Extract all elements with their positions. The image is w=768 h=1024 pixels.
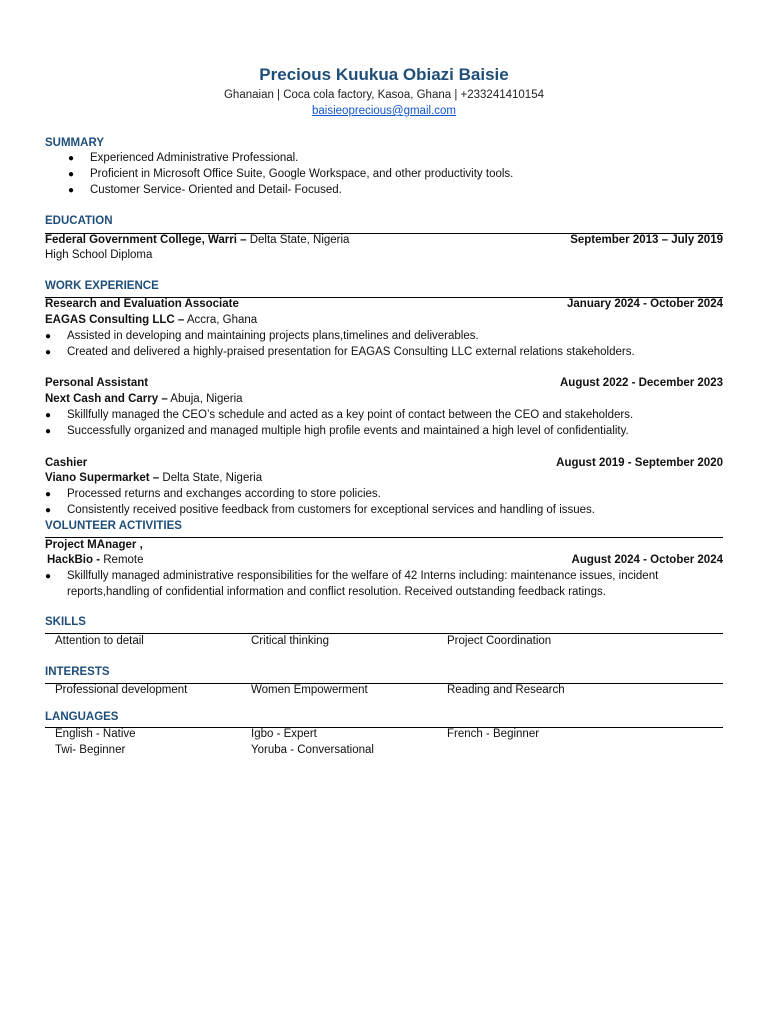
job-company: Next Cash and Carry – bbox=[45, 393, 168, 405]
volunteer-bullet-line: Skillfully managed administrative responsibilities for the welfare of 42 Interns including: maintenance issues, incident bbox=[67, 570, 659, 582]
volunteer-bullet-line: reports,handling of confidential information and conflict resolution. Received outstanding feedback ratings. bbox=[67, 586, 606, 598]
education-heading: EDUCATION bbox=[45, 215, 113, 227]
language-item: Twi- Beginner bbox=[55, 744, 126, 756]
education-school-line bbox=[45, 234, 349, 246]
summary-heading: SUMMARY bbox=[45, 137, 104, 149]
section-divider bbox=[45, 633, 723, 634]
interest-item: Women Empowerment bbox=[251, 684, 368, 696]
job-location: Accra, Ghana bbox=[184, 314, 258, 326]
skills-heading: SKILLS bbox=[45, 616, 86, 628]
job-dates: August 2019 - September 2020 bbox=[556, 457, 723, 469]
contact-line: Ghanaian | Coca cola factory, Kasoa, Ghana | +233241410154 bbox=[223, 89, 544, 101]
interest-item: Reading and Research bbox=[447, 684, 565, 696]
language-item: Yoruba - Conversational bbox=[251, 744, 374, 756]
education-dates: September 2013 – July 2019 bbox=[570, 234, 723, 246]
job-company-line bbox=[45, 472, 262, 484]
job-bullet: Created and delivered a highly-praised presentation for EAGAS Consulting LLC external relations stakeholders. bbox=[67, 346, 635, 358]
candidate-name: Precious Kuukua Obiazi Baisie bbox=[259, 65, 509, 84]
languages-heading: LANGUAGES bbox=[45, 711, 119, 723]
language-item: English - Native bbox=[55, 728, 136, 740]
volunteer-role: Project MAnager , bbox=[45, 539, 143, 551]
summary-item: Experienced Administrative Professional. bbox=[90, 152, 299, 164]
school-name: Federal Government College, Warri – bbox=[45, 234, 247, 246]
interests-heading: INTERESTS bbox=[45, 666, 110, 678]
section-divider bbox=[45, 537, 723, 538]
skill-item: Project Coordination bbox=[447, 635, 552, 647]
work-heading: WORK EXPERIENCE bbox=[45, 280, 159, 292]
bullet-icon: ● bbox=[45, 505, 52, 516]
job-company: Viano Supermarket – bbox=[45, 472, 160, 484]
bullet-icon: ● bbox=[45, 571, 52, 582]
bullet-icon: ● bbox=[45, 410, 52, 421]
bullet-icon: ● bbox=[45, 489, 52, 500]
bullet-icon: ● bbox=[68, 169, 75, 180]
job-location: Abuja, Nigeria bbox=[167, 393, 243, 405]
section-divider bbox=[45, 727, 723, 728]
job-role: Personal Assistant bbox=[45, 377, 149, 389]
job-role: Research and Evaluation Associate bbox=[45, 298, 239, 310]
volunteer-heading: VOLUNTEER ACTIVITIES bbox=[45, 520, 182, 532]
job-location: Delta State, Nigeria bbox=[159, 472, 263, 484]
language-item: Igbo - Expert bbox=[251, 728, 317, 740]
volunteer-org: HackBio - bbox=[47, 554, 101, 566]
bullet-icon: ● bbox=[68, 153, 75, 164]
bullet-icon: ● bbox=[45, 426, 52, 437]
skill-item: Attention to detail bbox=[55, 635, 144, 647]
job-company-line bbox=[45, 393, 243, 405]
volunteer-location: Remote bbox=[100, 554, 144, 566]
bullet-icon: ● bbox=[45, 347, 52, 358]
volunteer-org-line bbox=[47, 554, 144, 566]
summary-item: Customer Service- Oriented and Detail- Focused. bbox=[90, 184, 342, 196]
email-link[interactable]: baisieoprecious@gmail.com bbox=[312, 105, 456, 117]
education-degree: High School Diploma bbox=[45, 249, 153, 261]
interest-item: Professional development bbox=[55, 684, 188, 696]
job-dates: August 2022 - December 2023 bbox=[560, 377, 723, 389]
school-location: Delta State, Nigeria bbox=[246, 234, 350, 246]
job-role: Cashier bbox=[45, 457, 88, 469]
job-bullet: Skillfully managed the CEO’s schedule and acted as a key point of contact between the CEO and stakeholders. bbox=[67, 409, 634, 421]
job-bullet: Consistently received positive feedback from customers for exceptional services and handling of issues. bbox=[67, 504, 595, 516]
job-company-line bbox=[45, 314, 257, 326]
email-line bbox=[0, 105, 768, 117]
bullet-icon: ● bbox=[45, 331, 52, 342]
job-dates: January 2024 - October 2024 bbox=[567, 298, 723, 310]
job-bullet: Processed returns and exchanges according to store policies. bbox=[67, 488, 381, 500]
language-item: French - Beginner bbox=[447, 728, 540, 740]
job-bullet: Successfully organized and managed multiple high profile events and maintained a high level of confidentiality. bbox=[67, 425, 629, 437]
summary-item: Proficient in Microsoft Office Suite, Google Workspace, and other productivity tools. bbox=[90, 168, 514, 180]
job-bullet: Assisted in developing and maintaining projects plans,timelines and deliverables. bbox=[67, 330, 479, 342]
bullet-icon: ● bbox=[68, 185, 75, 196]
volunteer-dates: August 2024 - October 2024 bbox=[571, 554, 723, 566]
job-company: EAGAS Consulting LLC – bbox=[45, 314, 185, 326]
skill-item: Critical thinking bbox=[251, 635, 329, 647]
